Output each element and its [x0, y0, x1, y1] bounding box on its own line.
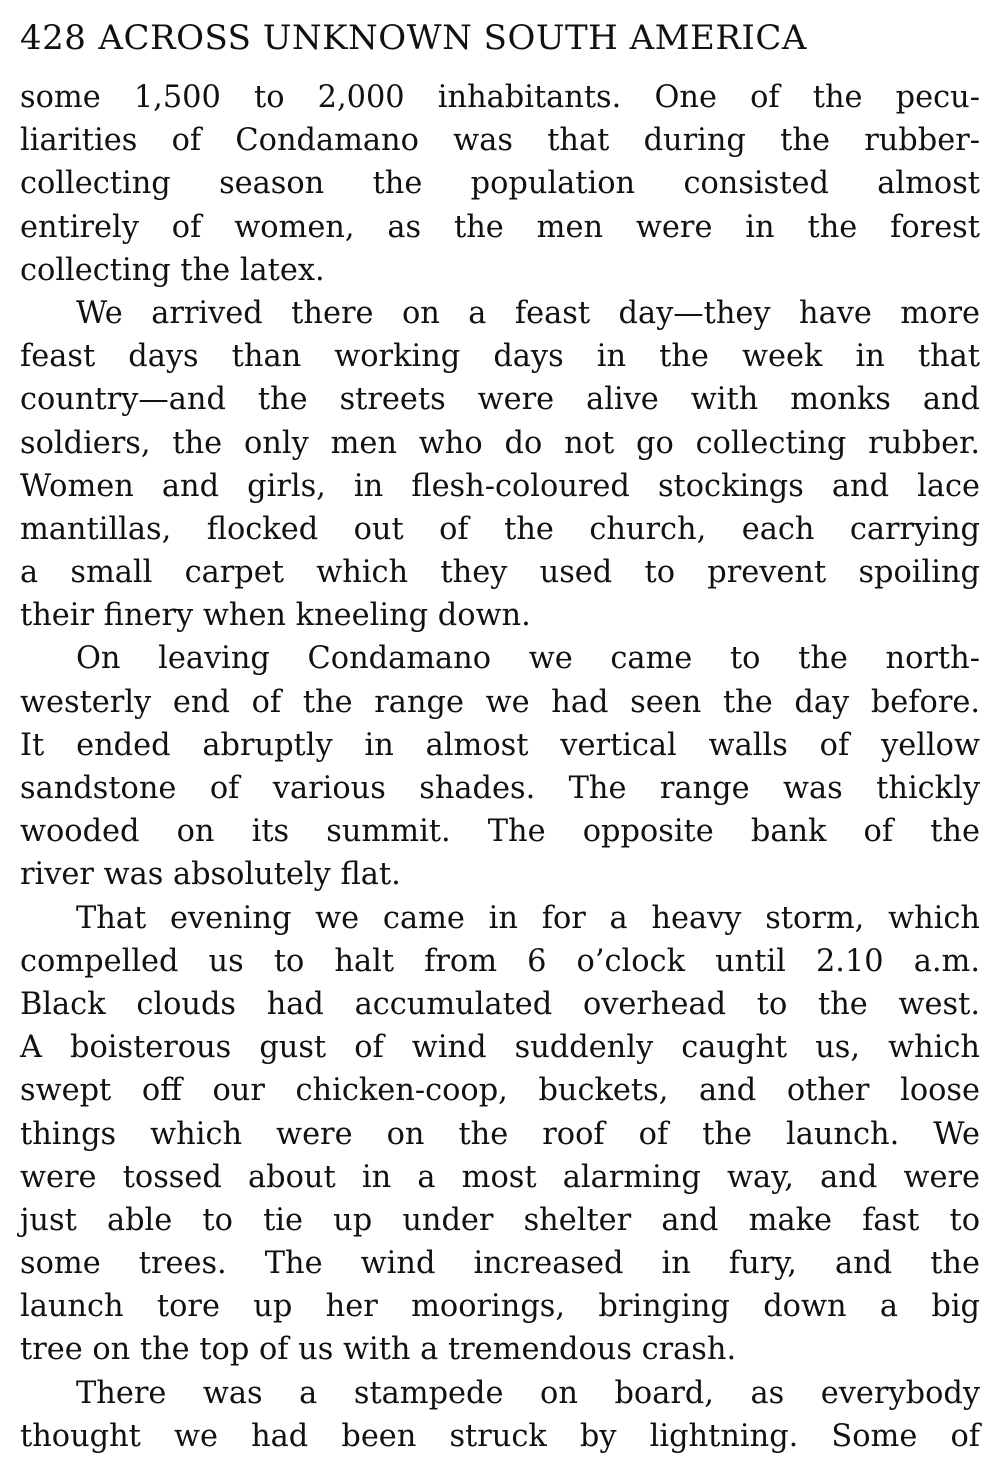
- text-line: river was absolutely flat.: [20, 857, 401, 893]
- text-line: wooded on its summit. The opposite bank of the: [20, 814, 980, 850]
- page-number: 428: [20, 18, 87, 58]
- text-line: westerly end of the range we had seen the day before.: [20, 684, 980, 720]
- text-line: compelled us to halt from 6 o’clock until 2.10 a.m.: [20, 943, 980, 979]
- text-line: mantillas, flocked out of the church, each carrying: [20, 511, 980, 547]
- paragraph: [20, 1372, 980, 1458]
- text-line: were tossed about in a most alarming way, and were: [20, 1159, 980, 1195]
- book-page: [20, 14, 980, 1464]
- running-title: ACROSS UNKNOWN SOUTH AMERICA: [98, 18, 807, 58]
- text-line: thought we had been struck by lightning. Some of: [20, 1418, 980, 1454]
- text-line: country—and the streets were alive with monks and: [20, 382, 980, 418]
- text-line: It ended abruptly in almost vertical walls of yellow: [20, 727, 980, 763]
- paragraph: [20, 292, 980, 638]
- text-line: things which were on the roof of the launch. We: [20, 1116, 980, 1152]
- text-line: collecting season the population consisted almost: [20, 166, 980, 202]
- text-line: a small carpet which they used to prevent spoiling: [20, 555, 980, 591]
- text-line: liarities of Condamano was that during the rubber-: [20, 123, 980, 159]
- running-head: [20, 14, 980, 62]
- text-line: That evening we came in for a heavy storm, which: [76, 900, 980, 936]
- paragraph: [20, 637, 980, 896]
- text-line: launch tore up her moorings, bringing down a big: [20, 1289, 980, 1325]
- paragraph: [20, 76, 980, 292]
- text-line: entirely of women, as the men were in the forest: [20, 209, 980, 245]
- text-line: On leaving Condamano we came to the north-: [76, 641, 980, 677]
- text-line: their finery when kneeling down.: [20, 598, 531, 634]
- body-text: [20, 76, 980, 1458]
- text-line: some trees. The wind increased in fury, and the: [20, 1246, 980, 1282]
- text-line: collecting the latex.: [20, 252, 325, 288]
- text-line: There was a stampede on board, as everybody: [76, 1375, 980, 1411]
- text-line: soldiers, the only men who do not go collecting rubber.: [20, 425, 980, 461]
- text-line: Women and girls, in flesh-coloured stockings and lace: [20, 468, 980, 504]
- text-line: We arrived there on a feast day—they have more: [76, 295, 980, 331]
- text-line: sandstone of various shades. The range was thickly: [20, 771, 980, 806]
- text-line: feast days than working days in the week in that: [20, 339, 980, 375]
- text-line: tree on the top of us with a tremendous crash.: [20, 1332, 737, 1368]
- text-line: just able to tie up under shelter and make fast to: [20, 1202, 980, 1238]
- text-line: swept off our chicken-coop, buckets, and other loose: [20, 1073, 980, 1109]
- text-line: some 1,500 to 2,000 inhabitants. One of the pecu-: [20, 80, 980, 115]
- paragraph: [20, 897, 980, 1372]
- text-line: Black clouds had accumulated overhead to the west.: [20, 986, 980, 1022]
- text-line: A boisterous gust of wind suddenly caught us, which: [20, 1030, 980, 1066]
